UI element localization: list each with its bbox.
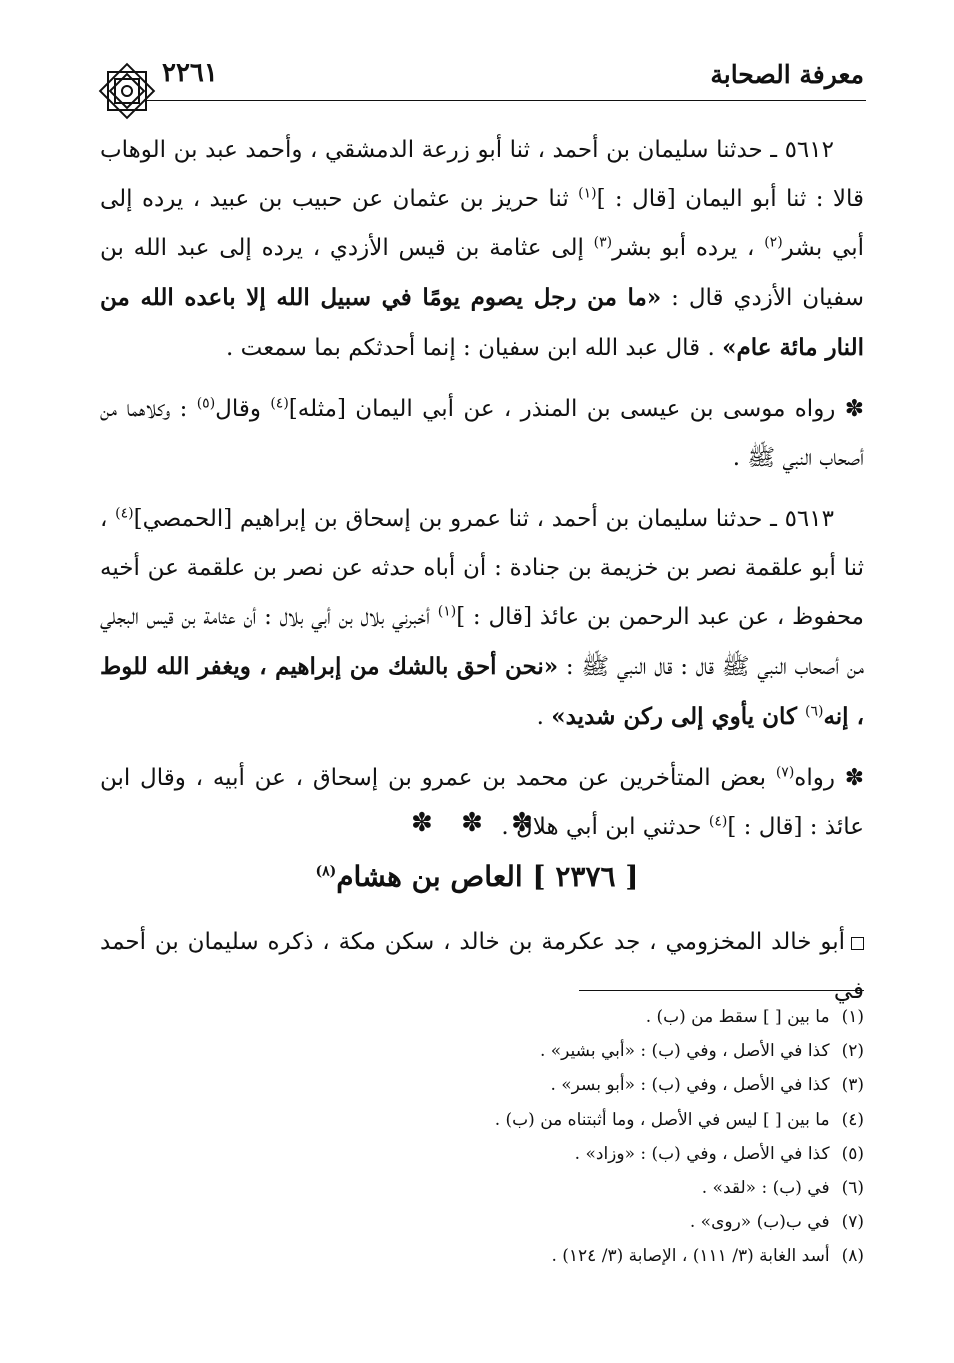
footnote-text: ما بين [ ] ليس في الأصل ، وما أثبتناه من (ب) . bbox=[494, 1109, 830, 1130]
footnote-ref: (٤) bbox=[708, 813, 728, 830]
hadith-text: «ما من رجل يصوم يومًا في سبيل الله إلا باعده الله من النار مائة عام» bbox=[100, 284, 864, 361]
section-intro-text: أبو خالد المخزومي ، جد عكرمة بن خالد ، سكن مكة ، ذكره سليمان بن أحمد في bbox=[100, 929, 864, 1004]
section-heading-footnote-ref: (٨) bbox=[315, 863, 337, 880]
paragraph-text: . قال عبد الله ابن سفيان : إنما أحدثكم بما سمعت . bbox=[226, 335, 723, 361]
hadith-text: «نحن أحق بالشك من إبراهيم ، ويغفر الله للوط ، إنه bbox=[100, 653, 864, 730]
footnote-number: (٦) bbox=[841, 1178, 864, 1199]
paragraph-text: ✽ رواه bbox=[794, 765, 864, 791]
footnotes bbox=[164, 1000, 864, 1274]
hadith-paragraph bbox=[100, 126, 864, 373]
paragraph-text: بعض المتأخرين عن محمد بن عمرو بن إسحاق ، عن أبيه ، وقال ابن عائذ : [قال : ] bbox=[100, 765, 864, 840]
footnote-text: كذا في الأصل ، وفي (ب) : «أبو بسر» . bbox=[550, 1075, 830, 1096]
paragraph-text: إلى عثامة بن قيس الأزدي ، يرده إلى عبد الله بن سفيان الأزدي قال : bbox=[100, 235, 865, 311]
footnote-number: (٤) bbox=[841, 1109, 864, 1130]
footnote-ref: (١) bbox=[578, 185, 597, 202]
footnote bbox=[164, 1239, 864, 1273]
paragraph-text: ✽ رواه موسى بن عيسى بن المنذر ، عن أبي اليمان [مثله] bbox=[288, 396, 864, 422]
footnote-ref: (٤) bbox=[115, 505, 134, 522]
footnote-text: ما بين [ ] سقط من (ب) . bbox=[645, 1007, 830, 1027]
square-bullet-icon bbox=[851, 937, 864, 950]
footnote-ref: (١) bbox=[437, 603, 457, 620]
section-heading-text: [ ٢٣٧٦ ] العاص بن هشام bbox=[336, 860, 639, 893]
footnote bbox=[164, 1171, 864, 1205]
paragraph-text: ٥٦١٢ ـ حدثنا سليمان بن أحمد ، ثنا أبو زرعة الدمشقي ، وأحمد عبد بن الوهاب قالا : ثنا أبو اليمان [قال : ] bbox=[100, 137, 864, 212]
footnote-text: في (ب) : «لقد» . bbox=[701, 1178, 830, 1199]
footnote-ref: (٦) bbox=[804, 703, 824, 720]
footnote-ref: (٣) bbox=[593, 234, 613, 251]
running-header-title: معرفة الصحابة bbox=[710, 60, 864, 89]
footnote-rule bbox=[579, 990, 864, 991]
paragraph-text: . bbox=[536, 704, 552, 730]
footnote bbox=[164, 1205, 864, 1239]
footnote-number: (١) bbox=[841, 1007, 864, 1027]
footnote-number: (٥) bbox=[841, 1143, 864, 1164]
footnote-ref: (٤) bbox=[270, 395, 289, 412]
footnote bbox=[164, 1137, 864, 1171]
footnote-number: (٣) bbox=[841, 1075, 864, 1096]
paragraph-text: ، يرده أبو بشر bbox=[612, 235, 765, 261]
paragraph-text: ، ثنا أبو علقمة نصر بن خزيمة بن جنادة : أن أباه حدثه عن نصر بن علقمة عن أخيه محفوظ ، عن عبد الرحمن بن عائذ [قال : ] bbox=[100, 506, 865, 630]
paragraph-text: ٥٦١٣ ـ حدثنا سليمان بن أحمد ، ثنا عمرو بن إسحاق بن إبراهيم [الحمصي] bbox=[133, 506, 834, 532]
footnote-text: أسد الغابة (٣/ ١١١) ، الإصابة (٣/ ١٢٤) . bbox=[551, 1246, 830, 1267]
body-text bbox=[100, 126, 864, 864]
hadith-text: كان يأوي إلى ركن شديد» bbox=[551, 703, 805, 730]
hadith-paragraph bbox=[100, 495, 864, 742]
paragraph-text: ثنا حريز بن عثمان عن حبيب بن عبيد ، يرده إلى أبي بشر bbox=[100, 186, 864, 261]
octagram-ornament-icon bbox=[94, 58, 160, 124]
footnote bbox=[164, 1068, 864, 1102]
paragraph-text: حدثني ابن أبي هلال . bbox=[501, 814, 709, 840]
footnote-number: (٨) bbox=[841, 1246, 864, 1267]
footnote bbox=[164, 1000, 864, 1034]
footnote-ref: (٢) bbox=[764, 234, 783, 251]
footnote-number: (٢) bbox=[841, 1041, 864, 1062]
footnote bbox=[164, 1034, 864, 1068]
footnote-text: كذا في الأصل ، وفي (ب) : «أبي بشير» . bbox=[539, 1041, 830, 1062]
footnote-ref: (٥) bbox=[196, 395, 216, 412]
section-heading bbox=[0, 860, 954, 893]
narration-note bbox=[100, 385, 864, 483]
paragraph-text: أخبرني بلال بن أبي بلال : أن عثامة بن قيس البجلي من أصحاب النبي ﷺ قال : قال النبي ﷺ : bbox=[100, 604, 864, 680]
footnote-text: كذا في الأصل ، وفي (ب) : «وزاد» . bbox=[574, 1143, 830, 1164]
footnote-ref: (٧) bbox=[775, 764, 795, 781]
page-number: ٢٢٦١ bbox=[162, 58, 218, 88]
footnote-text: في ب(ب) «روى» . bbox=[689, 1212, 830, 1233]
paragraph-text: : وكلاهما من أصحاب النبي ﷺ . bbox=[100, 396, 864, 471]
footnote bbox=[164, 1103, 864, 1137]
header-rule bbox=[146, 100, 866, 101]
footnote-number: (٧) bbox=[841, 1212, 864, 1233]
paragraph-text: وقال bbox=[215, 396, 271, 422]
section-separator: ✽ ✽ ✽ bbox=[411, 808, 543, 838]
